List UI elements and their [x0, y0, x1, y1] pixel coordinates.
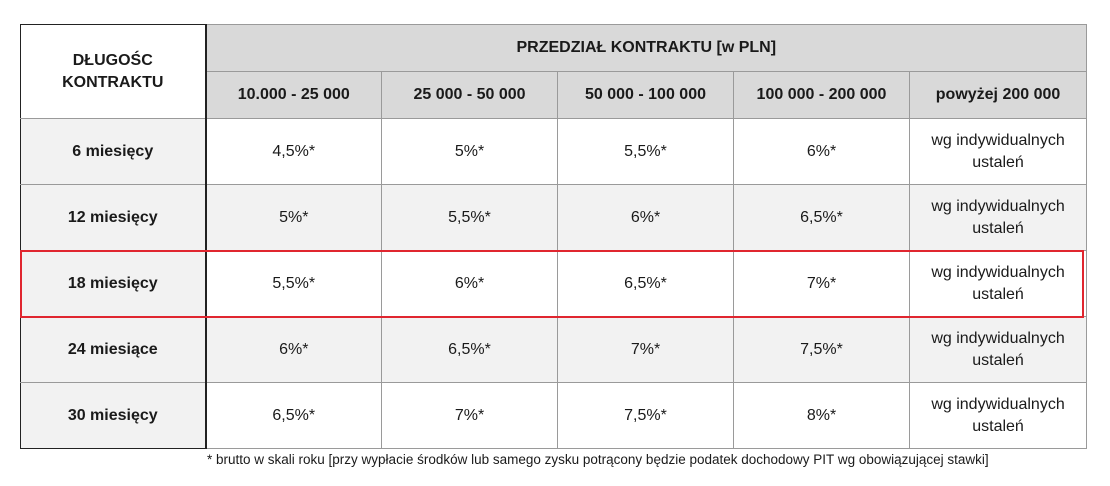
rate-cell: 6%* [206, 317, 382, 383]
range-header-3: 50 000 - 100 000 [558, 72, 734, 119]
row-label: 24 miesiące [21, 317, 206, 383]
individual-terms-cell [910, 317, 1087, 383]
rate-cell: 7%* [558, 317, 734, 383]
rate-cell: 7,5%* [558, 383, 734, 449]
rate-cell: 5%* [382, 119, 558, 185]
contract-length-header-line2: KONTRAKTU [62, 73, 164, 91]
rate-cell: 5%* [206, 185, 382, 251]
row-label: 30 miesięcy [21, 383, 206, 449]
note-line1: wg indywidualnych [931, 263, 1065, 281]
rate-cell: 5,5%* [206, 251, 382, 317]
table-row [21, 119, 1087, 185]
rate-cell: 6,5%* [734, 185, 910, 251]
rate-cell: 6,5%* [206, 383, 382, 449]
note-line2: ustaleń [972, 153, 1024, 171]
individual-terms-cell [910, 119, 1087, 185]
note-line2: ustaleń [972, 219, 1024, 237]
range-header-1: 10.000 - 25 000 [206, 72, 382, 119]
header-row-top [21, 25, 1087, 72]
rate-cell: 7%* [382, 383, 558, 449]
range-header-5: powyżej 200 000 [910, 72, 1087, 119]
rate-cell: 7%* [734, 251, 910, 317]
footnote: * brutto w skali roku [przy wypłacie środków lub samego zysku potrącony będzie podatek dochodowy PIT wg obowiązującej stawki] [207, 452, 989, 467]
row-label: 18 miesięcy [21, 251, 206, 317]
rate-cell: 6,5%* [382, 317, 558, 383]
table-row [21, 383, 1087, 449]
contract-rates-table-wrapper [20, 24, 1086, 449]
range-header-4: 100 000 - 200 000 [734, 72, 910, 119]
contract-length-header-line1: DŁUGOŚC [72, 51, 153, 69]
rate-cell: 7,5%* [734, 317, 910, 383]
range-header-2: 25 000 - 50 000 [382, 72, 558, 119]
note-line2: ustaleń [972, 417, 1024, 435]
note-line2: ustaleń [972, 285, 1024, 303]
rate-cell: 6%* [382, 251, 558, 317]
rate-cell: 8%* [734, 383, 910, 449]
individual-terms-cell [910, 383, 1087, 449]
table-row-highlighted [21, 251, 1087, 317]
row-label: 12 miesięcy [21, 185, 206, 251]
rate-cell: 6,5%* [558, 251, 734, 317]
individual-terms-cell [910, 185, 1087, 251]
note-line2: ustaleń [972, 351, 1024, 369]
individual-terms-cell [910, 251, 1087, 317]
note-line1: wg indywidualnych [931, 197, 1065, 215]
rate-cell: 6%* [734, 119, 910, 185]
table-row [21, 185, 1087, 251]
contract-rates-table [20, 24, 1087, 449]
rate-cell: 6%* [558, 185, 734, 251]
contract-length-header [21, 25, 206, 119]
row-label: 6 miesięcy [21, 119, 206, 185]
note-line1: wg indywidualnych [931, 131, 1065, 149]
table-row [21, 317, 1087, 383]
rate-cell: 5,5%* [382, 185, 558, 251]
contract-range-header: PRZEDZIAŁ KONTRAKTU [w PLN] [206, 25, 1087, 72]
rate-cell: 5,5%* [558, 119, 734, 185]
note-line1: wg indywidualnych [931, 395, 1065, 413]
rate-cell: 4,5%* [206, 119, 382, 185]
note-line1: wg indywidualnych [931, 329, 1065, 347]
